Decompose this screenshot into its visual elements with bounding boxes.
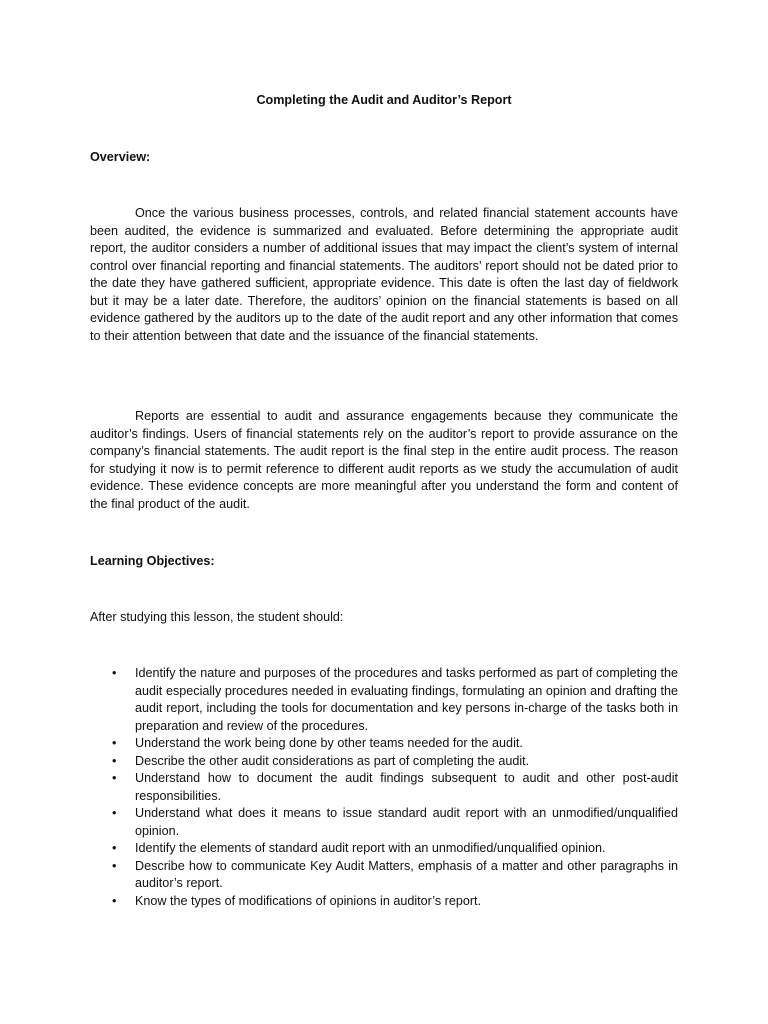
bullet-icon: • xyxy=(112,841,117,855)
list-item xyxy=(90,840,678,858)
overview-paragraph-2: Reports are essential to audit and assurance engagements because they communicate the auditor’s findings. Users of financial statements rely on the auditor’s report to provide assurance on the company’s financial statements. The audit report is the final step in the entire audit process. The reason for studying it now is to permit reference to different audit reports as we study the accumulation of audit evidence. These evidence concepts are more meaningful after you understand the form and content of the final product of the audit. xyxy=(90,409,678,511)
bullet-icon: • xyxy=(112,736,117,750)
document-title: Completing the Audit and Auditor’s Report xyxy=(256,93,512,107)
list-item xyxy=(90,805,678,840)
list-item-text: Understand the work being done by other teams needed for the audit. xyxy=(135,736,523,750)
list-item-text: Describe how to communicate Key Audit Matters, emphasis of a matter and other paragraphs in auditor’s report. xyxy=(135,858,678,890)
list-item xyxy=(90,893,678,911)
list-item-text: Understand what does it means to issue standard audit report with an unmodified/unqualified opinion. xyxy=(135,806,678,838)
list-item-text: Identify the elements of standard audit report with an unmodified/unqualified opinion. xyxy=(135,841,606,855)
learning-objectives-list xyxy=(90,665,678,910)
overview-paragraph-1: Once the various business processes, controls, and related financial statement accounts have been audited, the evidence is summarized and evaluated. Before determining the appropriate audit report, the auditor considers a number of additional issues that may impact the client’s system of internal control over financial reporting and financial statements. The auditors’ report should not be dated prior to the date they have gathered sufficient, appropriate evidence. This date is often the last day of fieldwork but it may be a later date. Therefore, the auditors’ opinion on the financial statements is based on all evidence gathered by the auditors up to the date of the audit report and any other information that comes to their attention between that date and the issuance of the financial statements. xyxy=(90,206,678,343)
objectives-intro: After studying this lesson, the student should: xyxy=(90,610,344,624)
bullet-icon: • xyxy=(112,893,117,908)
list-item xyxy=(90,753,678,771)
bullet-icon: • xyxy=(112,666,117,680)
list-item-text: Know the types of modifications of opinions in auditor’s report. xyxy=(135,893,482,908)
list-item-text: Describe the other audit considerations as part of completing the audit. xyxy=(135,753,530,768)
list-item xyxy=(90,858,678,893)
bullet-icon: • xyxy=(112,858,117,873)
list-item-text: Identify the nature and purposes of the procedures and tasks performed as part of completing the audit especially procedures needed in evaluating findings, formulating an opinion and drafting the audit report, including the tools for documentation and key persons in-charge of the tasks both in preparation and review of the procedures. xyxy=(135,666,678,733)
list-item-text: Understand how to document the audit findings subsequent to audit and other post-audit responsibilities. xyxy=(135,771,678,803)
list-item xyxy=(90,665,678,735)
overview-heading: Overview: xyxy=(90,150,151,164)
learning-objectives-heading: Learning Objectives: xyxy=(90,554,215,568)
bullet-icon: • xyxy=(112,771,117,785)
bullet-icon: • xyxy=(112,753,117,768)
list-item xyxy=(90,770,678,805)
bullet-icon: • xyxy=(112,806,117,820)
list-item xyxy=(90,735,678,753)
